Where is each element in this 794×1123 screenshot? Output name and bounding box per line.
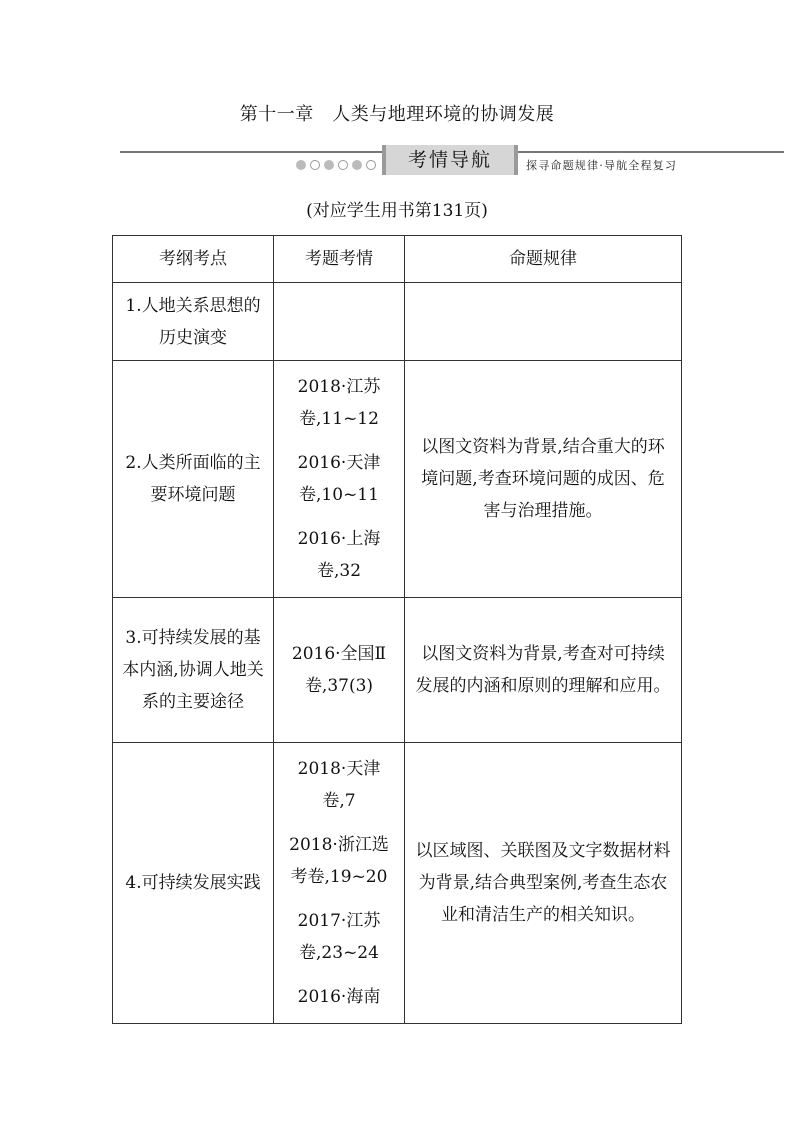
page-reference: (对应学生用书第131页): [306, 201, 488, 221]
exams-cell: [274, 361, 405, 598]
exam-item: 2016·海南: [297, 987, 381, 1007]
table-row: [113, 743, 682, 1024]
exam-item: 2016·天津卷,10~11: [297, 453, 381, 505]
rule-cell: 以图文资料为背景,考查对可持续发展的内涵和原则的理解和应用。: [405, 598, 682, 743]
exam-item: 2016·全国Ⅱ卷,37(3): [291, 644, 387, 696]
point-cell: 1.人地关系思想的历史演变: [113, 283, 274, 361]
exams-cell: [274, 743, 405, 1024]
table-row: [113, 283, 682, 361]
dot-icon: [296, 160, 306, 170]
exam-item: 2018·浙江选考卷,19~20: [289, 835, 389, 887]
banner-subtitle: 探寻命题规律·导航全程复习: [526, 159, 678, 172]
header-point: 考纲考点: [113, 236, 274, 283]
rule-cell: [405, 283, 682, 361]
exams-cell: [274, 283, 405, 361]
dot-icon: [338, 160, 348, 170]
table-row: [113, 598, 682, 743]
exam-item: 2018·江苏卷,11~12: [297, 377, 381, 429]
dot-icon: [352, 160, 362, 170]
header-rule: 命题规律: [405, 236, 682, 283]
banner-badge: 考情导航: [382, 145, 518, 175]
table-row: [113, 361, 682, 598]
rule-cell: 以区域图、关联图及文字数据材料为背景,结合典型案例,考查生态农业和清洁生产的相关知识。: [405, 743, 682, 1024]
exam-item: 2017·江苏卷,23~24: [297, 911, 381, 963]
dot-icon: [310, 160, 320, 170]
dot-icon: [324, 160, 334, 170]
exam-item: 2016·上海卷,32: [297, 529, 381, 581]
exams-cell: [274, 598, 405, 743]
point-cell: 2.人类所面临的主要环境问题: [113, 361, 274, 598]
section-banner: [120, 143, 784, 179]
point-cell: 4.可持续发展实践: [113, 743, 274, 1024]
rule-cell: 以图文资料为背景,结合重大的环境问题,考查环境问题的成因、危害与治理措施。: [405, 361, 682, 598]
point-cell: 3.可持续发展的基本内涵,协调人地关系的主要途径: [113, 598, 274, 743]
exam-table: [112, 235, 682, 1024]
banner-dots: [296, 159, 376, 171]
exam-item: 2018·天津卷,7: [297, 759, 381, 811]
header-exams: 考题考情: [274, 236, 405, 283]
chapter-title: 第十一章 人类与地理环境的协调发展: [239, 104, 555, 125]
dot-icon: [366, 160, 376, 170]
table-header-row: [113, 236, 682, 283]
